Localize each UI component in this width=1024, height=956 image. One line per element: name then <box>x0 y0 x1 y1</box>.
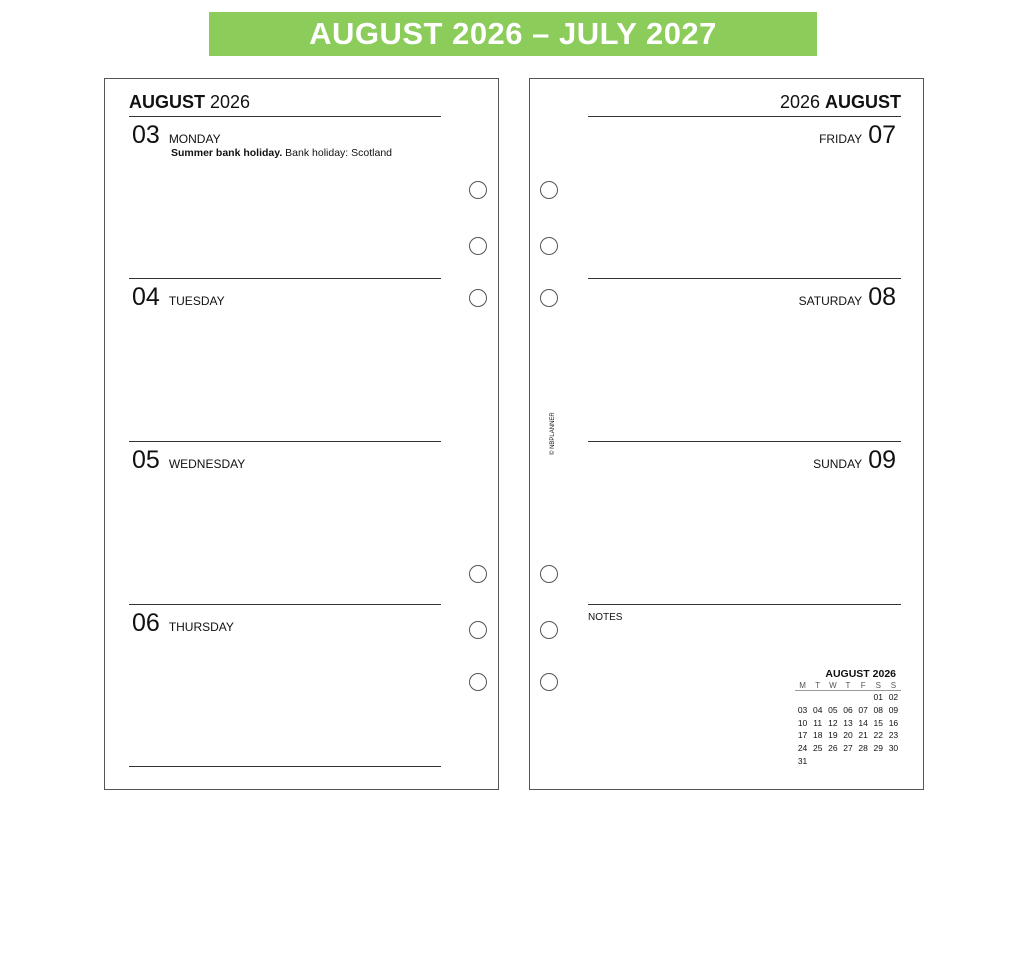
header-year: 2026 <box>779 92 820 112</box>
day-number: 09 <box>868 446 896 474</box>
mini-calendar-date: 19 <box>828 730 838 741</box>
mini-calendar-weekday: M <box>795 681 810 691</box>
day-saturday <box>799 283 896 312</box>
mini-calendar-date <box>825 691 840 704</box>
mini-calendar-date: 14 <box>858 717 868 728</box>
day-wednesday <box>132 446 245 475</box>
holiday-name: Summer bank holiday. <box>171 147 283 159</box>
binder-hole-icon <box>540 237 558 255</box>
day-name: THURSDAY <box>168 620 234 634</box>
mini-calendar-date: 09 <box>888 705 899 716</box>
holiday-note <box>171 147 392 159</box>
day-number: 07 <box>868 121 896 149</box>
mini-calendar-weekday: S <box>871 681 886 691</box>
mini-calendar-date <box>840 754 855 767</box>
day-number: 03 <box>132 121 160 149</box>
binder-hole-icon <box>540 621 558 639</box>
mini-calendar-date <box>810 754 825 767</box>
header-year: 2026 <box>210 92 251 112</box>
day-sunday <box>813 446 896 475</box>
day-friday <box>819 121 896 150</box>
binder-hole-icon <box>540 565 558 583</box>
day-name: SUNDAY <box>813 457 863 471</box>
day-name: FRIDAY <box>819 132 863 146</box>
mini-calendar <box>795 668 901 767</box>
day-rule <box>588 278 901 279</box>
day-number: 04 <box>132 283 160 311</box>
mini-calendar-week <box>795 754 901 767</box>
mini-calendar-date <box>856 691 871 704</box>
day-rule <box>129 441 441 442</box>
mini-calendar-date: 03 <box>797 705 808 716</box>
mini-calendar-date: 23 <box>888 730 899 741</box>
mini-calendar-date: 29 <box>873 743 883 754</box>
mini-calendar-date: 24 <box>797 743 808 754</box>
binder-hole-icon <box>540 289 558 307</box>
mini-calendar-date: 26 <box>828 743 838 754</box>
mini-calendar-date: 17 <box>797 730 808 741</box>
day-monday <box>132 121 221 150</box>
binder-hole-icon <box>469 673 487 691</box>
day-thursday <box>132 609 234 638</box>
notes-label: NOTES <box>588 612 623 623</box>
mini-calendar-weekday: W <box>825 681 840 691</box>
binder-hole-icon <box>469 181 487 199</box>
mini-calendar-date: 21 <box>858 730 868 741</box>
right-page-header <box>780 92 901 113</box>
binder-hole-icon <box>469 621 487 639</box>
day-name: MONDAY <box>168 132 221 146</box>
binder-hole-icon <box>540 673 558 691</box>
mini-calendar-date: 22 <box>873 730 883 741</box>
mini-calendar-date <box>871 754 886 767</box>
binder-hole-icon <box>469 289 487 307</box>
binder-hole-icon <box>469 565 487 583</box>
mini-calendar-date: 01 <box>873 692 883 703</box>
header-month: AUGUST <box>129 92 205 112</box>
mini-calendar-date: 10 <box>797 717 808 728</box>
mini-calendar-week <box>795 716 901 729</box>
mini-calendar-weekday: F <box>856 681 871 691</box>
mini-calendar-week <box>795 691 901 704</box>
mini-calendar-date: 05 <box>828 705 838 716</box>
mini-calendar-date: 20 <box>843 730 853 741</box>
mini-calendar-date <box>856 754 871 767</box>
header-month: AUGUST <box>825 92 901 112</box>
mini-calendar-date <box>810 691 825 704</box>
mini-calendar-date: 06 <box>843 705 853 716</box>
mini-calendar-weekday: T <box>840 681 855 691</box>
banner-title: AUGUST 2026 – JULY 2027 <box>209 12 817 56</box>
mini-calendar-date: 18 <box>812 730 823 741</box>
day-name: WEDNESDAY <box>168 457 246 471</box>
mini-calendar-date: 25 <box>812 743 823 754</box>
mini-calendar-date <box>795 691 810 704</box>
day-name: SATURDAY <box>798 294 863 308</box>
mini-calendar-date: 02 <box>888 692 899 703</box>
day-rule <box>129 278 441 279</box>
day-number: 05 <box>132 446 160 474</box>
left-page-header <box>129 92 250 113</box>
header-rule <box>588 116 901 117</box>
header-rule <box>129 116 441 117</box>
mini-calendar-date: 04 <box>812 705 823 716</box>
bottom-rule <box>129 766 441 767</box>
mini-calendar-date: 30 <box>888 743 899 754</box>
binder-hole-icon <box>540 181 558 199</box>
day-rule <box>129 604 441 605</box>
day-tuesday <box>132 283 225 312</box>
mini-calendar-date: 15 <box>873 717 883 728</box>
mini-calendar-weekday: T <box>810 681 825 691</box>
mini-calendar-date <box>886 754 901 767</box>
binder-hole-icon <box>469 237 487 255</box>
mini-calendar-date: 31 <box>797 755 808 766</box>
mini-calendar-date: 27 <box>843 743 853 754</box>
left-planner-page <box>104 78 499 790</box>
mini-calendar-date: 12 <box>828 717 838 728</box>
mini-calendar-date: 08 <box>873 705 883 716</box>
copyright-credit: © NBPLANNER <box>550 412 556 455</box>
mini-calendar-week <box>795 742 901 755</box>
holiday-detail: Bank holiday: Scotland <box>285 147 392 159</box>
mini-calendar-weekday: S <box>886 681 901 691</box>
right-planner-page <box>529 78 924 790</box>
mini-calendar-date: 13 <box>843 717 853 728</box>
mini-calendar-title: AUGUST 2026 <box>825 668 896 680</box>
day-number: 08 <box>868 283 896 311</box>
mini-calendar-date: 07 <box>858 705 868 716</box>
mini-calendar-date <box>840 691 855 704</box>
day-name: TUESDAY <box>168 294 225 308</box>
mini-calendar-date: 28 <box>858 743 868 754</box>
day-rule <box>588 441 901 442</box>
mini-calendar-week <box>795 704 901 717</box>
day-number: 06 <box>132 609 160 637</box>
mini-calendar-week <box>795 729 901 742</box>
mini-calendar-date: 16 <box>888 717 899 728</box>
mini-calendar-date: 11 <box>813 717 823 728</box>
mini-calendar-date <box>825 754 840 767</box>
mini-calendar-grid <box>795 681 901 767</box>
notes-rule <box>588 604 901 605</box>
